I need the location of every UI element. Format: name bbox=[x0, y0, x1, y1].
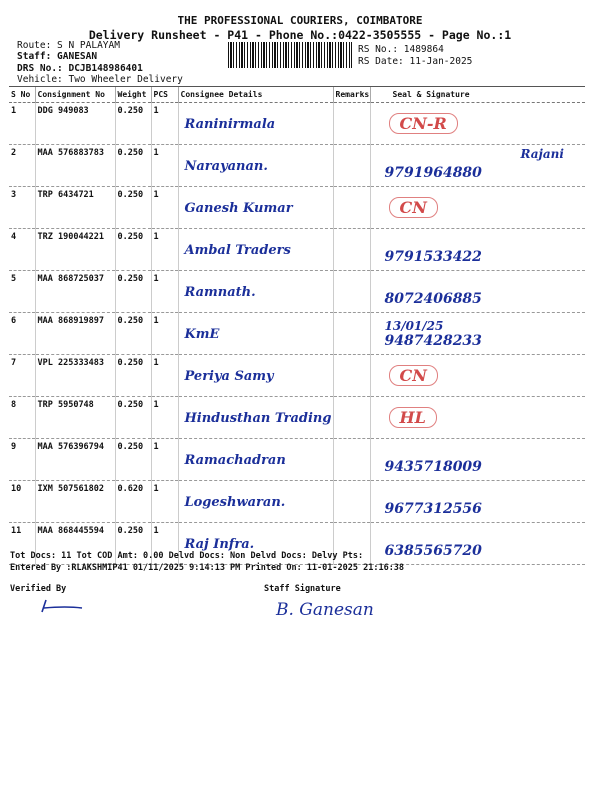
staff-signature-label: Staff Signature bbox=[264, 584, 341, 594]
col-consignee: Consignee Details bbox=[178, 87, 333, 103]
recipient-phone: 9677312556 bbox=[384, 501, 482, 517]
row-weight: 0.250 bbox=[115, 229, 151, 271]
seal-signature-cell bbox=[370, 271, 585, 313]
recipient-phone: 9791964880 bbox=[384, 165, 482, 181]
row-weight: 0.250 bbox=[115, 439, 151, 481]
row-weight: 0.250 bbox=[115, 187, 151, 229]
row-sno: 11 bbox=[9, 523, 35, 565]
seal-signature-cell bbox=[370, 187, 585, 229]
col-seal: Seal & Signature bbox=[370, 87, 585, 103]
consignee-cell bbox=[178, 481, 333, 523]
consignee-cell bbox=[178, 103, 333, 145]
company-name: THE PROFESSIONAL COURIERS, COIMBATORE bbox=[177, 14, 423, 27]
row-weight: 0.250 bbox=[115, 271, 151, 313]
consignee-cell bbox=[178, 397, 333, 439]
row-sno: 3 bbox=[9, 187, 35, 229]
col-pcs: PCS bbox=[151, 87, 178, 103]
seal-signature-cell bbox=[370, 145, 585, 187]
remarks-cell bbox=[333, 229, 370, 271]
seal-signature-cell bbox=[370, 355, 585, 397]
seal-stamp: Rajani bbox=[520, 147, 564, 161]
row-weight: 0.620 bbox=[115, 481, 151, 523]
row-pcs: 1 bbox=[151, 187, 178, 229]
row-sno: 1 bbox=[9, 103, 35, 145]
col-remarks: Remarks bbox=[333, 87, 370, 103]
consignee-name: Narayanan. bbox=[184, 159, 268, 174]
consignee-cell bbox=[178, 229, 333, 271]
row-pcs: 1 bbox=[151, 271, 178, 313]
row-sno: 8 bbox=[9, 397, 35, 439]
row-weight: 0.250 bbox=[115, 397, 151, 439]
table-row bbox=[9, 229, 585, 271]
col-weight: Weight bbox=[115, 87, 151, 103]
seal-signature-cell bbox=[370, 397, 585, 439]
row-pcs: 1 bbox=[151, 103, 178, 145]
col-consignment: Consignment No bbox=[35, 87, 115, 103]
row-pcs: 1 bbox=[151, 523, 178, 565]
table-row bbox=[9, 145, 585, 187]
row-weight: 0.250 bbox=[115, 523, 151, 565]
row-pcs: 1 bbox=[151, 229, 178, 271]
recipient-phone: 9791533422 bbox=[384, 249, 482, 265]
row-sno: 4 bbox=[9, 229, 35, 271]
runsheet-table bbox=[9, 86, 585, 565]
recipient-phone: 6385565720 bbox=[384, 543, 482, 559]
table-row bbox=[9, 103, 585, 145]
consignee-name: Logeshwaran. bbox=[184, 495, 286, 510]
staff: Staff: GANESAN bbox=[17, 51, 98, 62]
consignee-name: Hindusthan Trading bbox=[184, 411, 332, 426]
seal-signature-cell bbox=[370, 439, 585, 481]
rs-date: RS Date: 11-Jan-2025 bbox=[358, 56, 473, 67]
consignee-cell bbox=[178, 355, 333, 397]
consignee-name: Ramachadran bbox=[184, 453, 286, 468]
seal-stamp: CN bbox=[389, 365, 438, 386]
vehicle: Vehicle: Two Wheeler Delivery bbox=[17, 74, 183, 85]
consignment-number: DDG 949083 bbox=[35, 103, 115, 145]
consignee-name: Periya Samy bbox=[184, 369, 274, 384]
row-pcs: 1 bbox=[151, 397, 178, 439]
rs-number: RS No.: 1489864 bbox=[358, 44, 444, 55]
remarks-cell bbox=[333, 271, 370, 313]
totals-line: Tot Docs: 11 Tot COD Amt: 0.00 Delvd Docs: Non Delvd Docs: Delvy Pts: bbox=[10, 551, 364, 561]
consignee-cell bbox=[178, 313, 333, 355]
recipient-phone: 9435718009 bbox=[384, 459, 482, 475]
remarks-cell bbox=[333, 439, 370, 481]
consignment-number: MAA 868445594 bbox=[35, 523, 115, 565]
consignment-number: TRP 6434721 bbox=[35, 187, 115, 229]
row-sno: 10 bbox=[9, 481, 35, 523]
drs-number: DRS No.: DCJB148986401 bbox=[17, 63, 143, 74]
seal-stamp: CN-R bbox=[389, 113, 458, 134]
seal-signature-cell bbox=[370, 229, 585, 271]
row-sno: 2 bbox=[9, 145, 35, 187]
table-row bbox=[9, 397, 585, 439]
consignment-number: TRZ 190044221 bbox=[35, 229, 115, 271]
consignee-name: Raj Infra. bbox=[184, 537, 255, 552]
row-pcs: 1 bbox=[151, 313, 178, 355]
staff-signature: B. Ganesan bbox=[276, 600, 374, 620]
table-row bbox=[9, 271, 585, 313]
verified-signature bbox=[36, 596, 86, 616]
table-row bbox=[9, 481, 585, 523]
row-weight: 0.250 bbox=[115, 145, 151, 187]
remarks-cell bbox=[333, 103, 370, 145]
row-sno: 7 bbox=[9, 355, 35, 397]
table-row bbox=[9, 187, 585, 229]
consignee-name: Raninirmala bbox=[184, 117, 276, 132]
remarks-cell bbox=[333, 145, 370, 187]
seal-signature-cell bbox=[370, 523, 585, 565]
table-row bbox=[9, 313, 585, 355]
seal-stamp: HL bbox=[389, 407, 437, 428]
runsheet-title: Delivery Runsheet - P41 - Phone No.:0422-3505555 - Page No.:1 bbox=[88, 28, 512, 42]
row-pcs: 1 bbox=[151, 481, 178, 523]
route: Route: S N PALAYAM bbox=[17, 40, 120, 51]
seal-signature-cell bbox=[370, 103, 585, 145]
remarks-cell bbox=[333, 355, 370, 397]
consignment-number: IXM 507561802 bbox=[35, 481, 115, 523]
consignment-number: VPL 225333483 bbox=[35, 355, 115, 397]
verified-by-label: Verified By bbox=[10, 584, 67, 594]
entered-line: Entered By :RLAKSHMIP41 01/11/2025 9:14:13 PM Printed On: 11-01-2025 21:16:38 bbox=[10, 563, 405, 573]
table-row bbox=[9, 355, 585, 397]
consignment-number: MAA 868725037 bbox=[35, 271, 115, 313]
consignee-name: Ambal Traders bbox=[184, 243, 291, 258]
consignee-cell bbox=[178, 145, 333, 187]
seal-stamp: 13/01/25 bbox=[384, 319, 444, 333]
row-weight: 0.250 bbox=[115, 103, 151, 145]
row-pcs: 1 bbox=[151, 145, 178, 187]
consignee-name: Ramnath. bbox=[184, 285, 256, 300]
row-sno: 6 bbox=[9, 313, 35, 355]
barcode bbox=[228, 42, 352, 68]
consignee-cell bbox=[178, 187, 333, 229]
recipient-phone: 8072406885 bbox=[384, 291, 482, 307]
row-sno: 9 bbox=[9, 439, 35, 481]
consignment-number: MAA 576883783 bbox=[35, 145, 115, 187]
col-sno: S No bbox=[9, 87, 35, 103]
table-row bbox=[9, 439, 585, 481]
seal-signature-cell bbox=[370, 313, 585, 355]
seal-stamp: CN bbox=[389, 197, 438, 218]
consignment-number: MAA 868919897 bbox=[35, 313, 115, 355]
row-sno: 5 bbox=[9, 271, 35, 313]
row-weight: 0.250 bbox=[115, 355, 151, 397]
consignee-cell bbox=[178, 439, 333, 481]
row-pcs: 1 bbox=[151, 439, 178, 481]
recipient-phone: 9487428233 bbox=[384, 333, 482, 349]
remarks-cell bbox=[333, 481, 370, 523]
table-header bbox=[9, 87, 585, 103]
consignee-name: Ganesh Kumar bbox=[184, 201, 293, 216]
seal-signature-cell bbox=[370, 481, 585, 523]
consignment-number: TRP 5950748 bbox=[35, 397, 115, 439]
remarks-cell bbox=[333, 397, 370, 439]
remarks-cell bbox=[333, 187, 370, 229]
consignee-cell bbox=[178, 271, 333, 313]
row-weight: 0.250 bbox=[115, 313, 151, 355]
consignment-number: MAA 576396794 bbox=[35, 439, 115, 481]
row-pcs: 1 bbox=[151, 355, 178, 397]
remarks-cell bbox=[333, 313, 370, 355]
consignee-name: KmE bbox=[184, 327, 220, 342]
